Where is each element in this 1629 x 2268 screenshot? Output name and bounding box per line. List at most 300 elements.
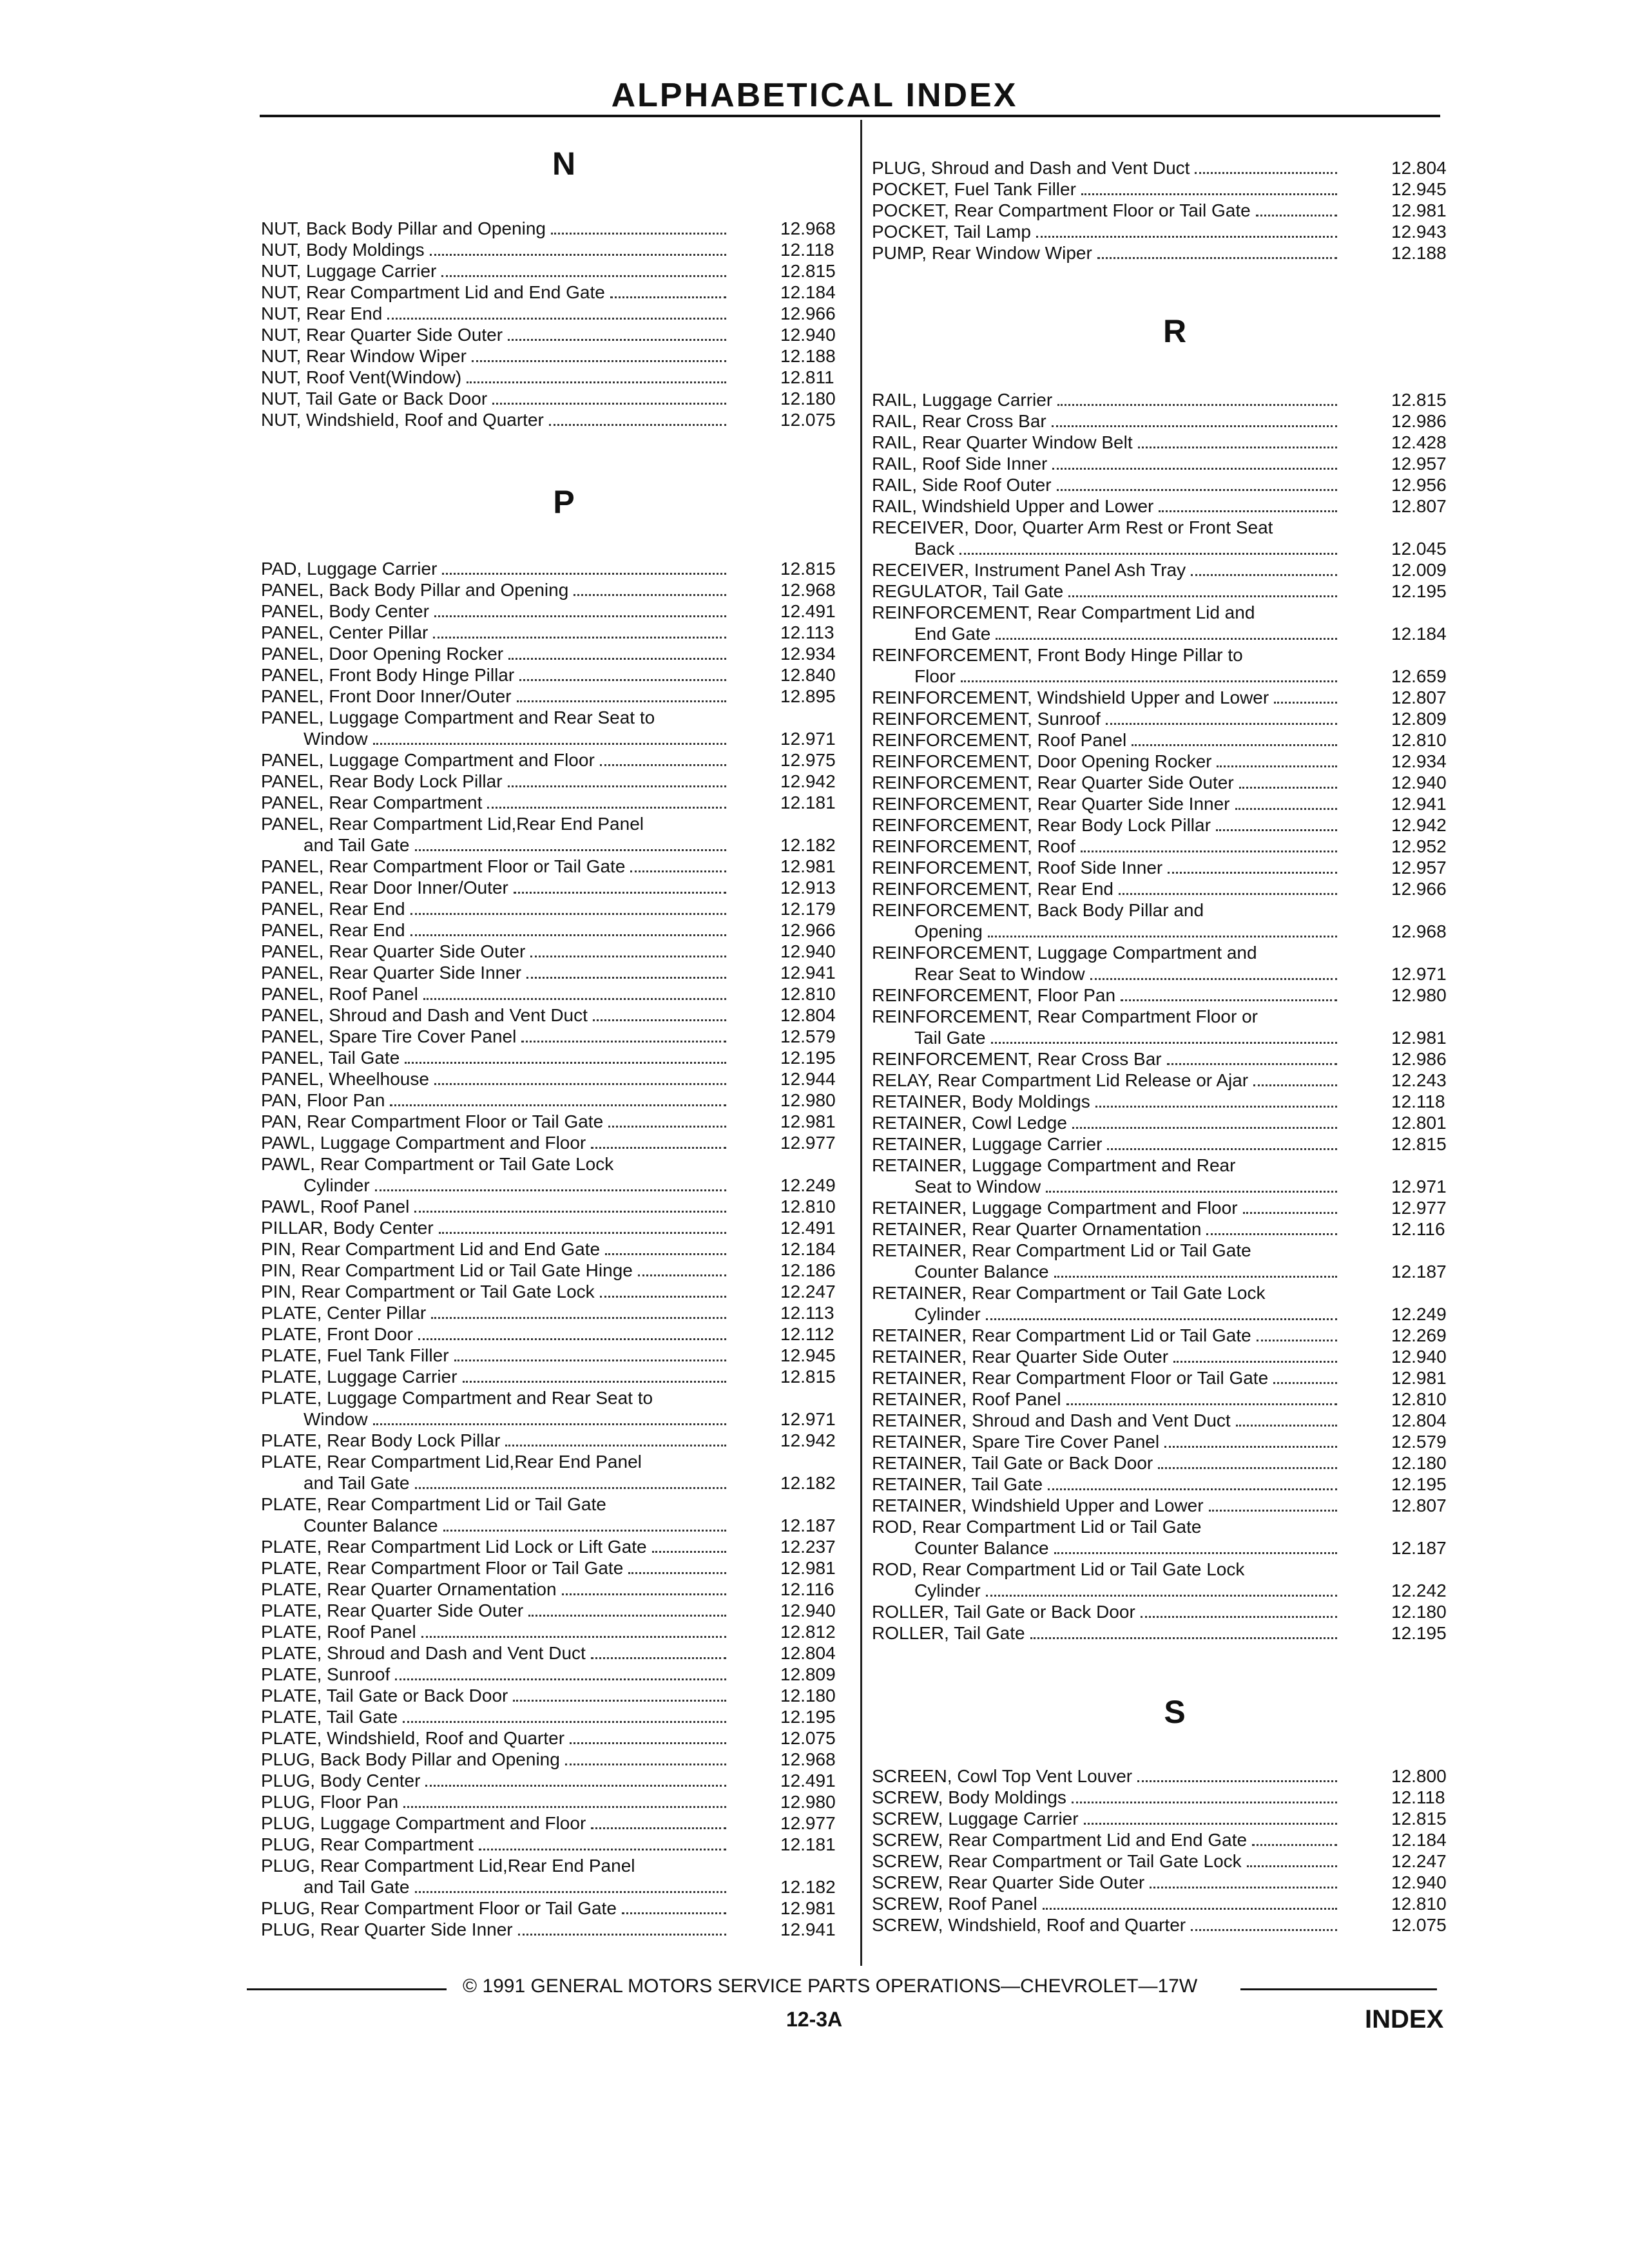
index-entry xyxy=(261,962,838,983)
dot-leader xyxy=(628,1572,726,1574)
entry-term: NUT, Rear Compartment Lid and End Gate xyxy=(261,282,605,302)
dot-leader xyxy=(521,1041,726,1043)
dot-leader xyxy=(562,1593,726,1595)
index-entry xyxy=(261,1749,838,1770)
entry-term: PIN, Rear Compartment Lid or Tail Gate Hinge xyxy=(261,1260,633,1280)
entry-page-number: 12.188 xyxy=(1391,243,1447,263)
entry-term-continued: Cylinder xyxy=(914,1304,981,1324)
entry-page-number: 12.187 xyxy=(1391,1538,1447,1558)
entry-page-number: 12.188 xyxy=(780,346,836,366)
dot-leader xyxy=(1057,489,1337,491)
entry-term: NUT, Rear Quarter Side Outer xyxy=(261,325,503,345)
entry-page-number: 12.116 xyxy=(1391,1219,1445,1239)
entry-page-number: 12.980 xyxy=(1391,985,1447,1005)
entry-term: PANEL, Body Center xyxy=(261,601,429,621)
entry-page-number: 12.940 xyxy=(780,1600,836,1620)
entry-term: RETAINER, Luggage Carrier xyxy=(872,1134,1103,1154)
dot-leader xyxy=(434,615,726,617)
entry-term-continued: and Tail Gate xyxy=(304,1877,410,1897)
index-entry xyxy=(261,771,838,792)
dot-leader xyxy=(433,637,726,639)
entry-term: PILLAR, Body Center xyxy=(261,1218,434,1238)
dot-leader xyxy=(1243,1212,1337,1214)
entry-page-number: 12.811 xyxy=(780,367,834,387)
dot-leader xyxy=(1054,1552,1337,1554)
index-entry xyxy=(872,1155,1449,1197)
index-entry xyxy=(261,813,838,856)
entry-term: RETAINER, Windshield Upper and Lower xyxy=(872,1495,1204,1515)
entry-page-number: 12.957 xyxy=(1391,454,1447,474)
entry-term: REINFORCEMENT, Door Opening Rocker xyxy=(872,751,1212,771)
entry-term: PLATE, Fuel Tank Filler xyxy=(261,1345,449,1365)
index-entry xyxy=(872,242,1449,264)
entry-term: PLUG, Rear Compartment Floor or Tail Gate xyxy=(261,1898,617,1918)
entry-page-number: 12.800 xyxy=(1391,1766,1447,1786)
entry-page-number: 12.986 xyxy=(1391,1049,1447,1069)
dot-leader xyxy=(1121,999,1337,1001)
entry-term-continued: Window xyxy=(304,729,368,749)
dot-leader xyxy=(1216,829,1337,831)
dot-leader xyxy=(1164,1446,1337,1448)
index-entry xyxy=(872,221,1449,242)
entry-term: PIN, Rear Compartment or Tail Gate Lock xyxy=(261,1282,595,1302)
entry-term: PLUG, Shroud and Dash and Vent Duct xyxy=(872,158,1190,178)
dot-leader xyxy=(1054,1276,1337,1278)
dot-leader xyxy=(1072,1127,1337,1129)
index-entry xyxy=(261,919,838,941)
entry-term: PLATE, Rear Quarter Side Outer xyxy=(261,1600,524,1620)
entry-term: RETAINER, Rear Compartment Lid or Tail Gate xyxy=(872,1240,1251,1260)
index-entry xyxy=(872,1282,1449,1325)
dot-leader xyxy=(441,275,726,277)
dot-leader xyxy=(415,1891,726,1893)
index-entry xyxy=(872,1808,1449,1829)
dot-leader xyxy=(622,1912,726,1914)
entry-page-number: 12.981 xyxy=(780,856,836,876)
entry-term: PLATE, Roof Panel xyxy=(261,1622,416,1642)
entry-term: SCREW, Rear Compartment Lid and End Gate xyxy=(872,1830,1248,1850)
entry-term-continued: Seat to Window xyxy=(914,1177,1041,1196)
entry-term: NUT, Back Body Pillar and Opening xyxy=(261,218,546,238)
entry-page-number: 12.195 xyxy=(780,1048,836,1068)
entry-page-number: 12.980 xyxy=(780,1792,836,1812)
dot-leader xyxy=(565,1763,726,1765)
entry-term: REINFORCEMENT, Floor Pan xyxy=(872,985,1116,1005)
dot-leader xyxy=(1046,1191,1337,1193)
entry-page-number: 12.195 xyxy=(1391,581,1447,601)
entry-page-number: 12.809 xyxy=(1391,709,1447,729)
entry-page-number: 12.804 xyxy=(1391,158,1447,178)
index-entry xyxy=(261,1494,838,1536)
index-entry xyxy=(872,878,1449,899)
index-entry xyxy=(872,814,1449,836)
index-entry xyxy=(261,983,838,1004)
index-entry xyxy=(261,664,838,686)
entry-term-continued: Back xyxy=(914,539,955,559)
index-entry xyxy=(872,157,1449,178)
entry-term: PANEL, Rear End xyxy=(261,899,405,919)
index-entry xyxy=(872,1829,1449,1850)
dot-leader xyxy=(387,318,726,320)
entry-term: PANEL, Spare Tire Cover Panel xyxy=(261,1026,517,1046)
dot-leader xyxy=(1235,808,1337,810)
entry-term: PLATE, Sunroof xyxy=(261,1664,390,1684)
index-entry xyxy=(872,899,1449,942)
entry-page-number: 12.944 xyxy=(780,1069,836,1089)
dot-leader xyxy=(479,1849,726,1850)
dot-leader xyxy=(630,870,726,872)
index-entry xyxy=(261,898,838,919)
index-entry xyxy=(261,622,838,643)
entry-page-number: 12.180 xyxy=(780,1686,836,1706)
entry-page-number: 12.807 xyxy=(1391,1495,1447,1515)
page-number: 12-3A xyxy=(786,2008,843,2031)
entry-page-number: 12.968 xyxy=(780,218,836,238)
index-entry xyxy=(872,836,1449,857)
dot-leader xyxy=(508,658,726,660)
dot-leader xyxy=(591,1657,726,1659)
entry-term: POCKET, Fuel Tank Filler xyxy=(872,179,1076,199)
index-entry xyxy=(872,200,1449,221)
dot-leader xyxy=(434,1083,726,1085)
entry-term-continued: Counter Balance xyxy=(914,1262,1049,1282)
entry-term: REINFORCEMENT, Back Body Pillar and xyxy=(872,900,1204,920)
entry-page-number: 12.249 xyxy=(780,1175,836,1195)
entry-page-number: 12.184 xyxy=(780,1239,836,1259)
dot-leader xyxy=(403,1806,726,1808)
index-entry xyxy=(261,303,838,324)
entry-term: PLATE, Rear Body Lock Pillar xyxy=(261,1430,501,1450)
index-entry xyxy=(872,1431,1449,1452)
index-entry xyxy=(261,1536,838,1557)
index-entry xyxy=(261,558,838,579)
index-entry xyxy=(872,687,1449,708)
entry-term: PANEL, Front Door Inner/Outer xyxy=(261,686,512,706)
dot-leader xyxy=(1138,447,1337,448)
entry-term: PANEL, Rear Body Lock Pillar xyxy=(261,771,503,791)
index-entry xyxy=(261,1217,838,1238)
index-entry xyxy=(872,1389,1449,1410)
index-entry xyxy=(872,1006,1449,1048)
entry-term: RETAINER, Tail Gate xyxy=(872,1474,1043,1494)
entry-page-number: 12.968 xyxy=(1391,921,1447,941)
entry-page-number: 12.045 xyxy=(1391,539,1447,559)
entry-page-number: 12.810 xyxy=(780,1196,836,1216)
index-entry xyxy=(872,1474,1449,1495)
index-entry xyxy=(261,1238,838,1260)
entry-term: PANEL, Wheelhouse xyxy=(261,1069,429,1089)
index-entry xyxy=(872,1495,1449,1516)
entry-page-number: 12.940 xyxy=(1391,1347,1447,1367)
index-entry xyxy=(261,1770,838,1791)
dot-leader xyxy=(1257,1340,1337,1341)
index-entry xyxy=(872,772,1449,793)
entry-page-number: 12.971 xyxy=(1391,1177,1447,1196)
index-entry xyxy=(872,517,1449,559)
index-entry xyxy=(872,1112,1449,1133)
dot-leader xyxy=(410,934,726,936)
entry-term: PAD, Luggage Carrier xyxy=(261,559,438,579)
dot-leader xyxy=(1195,172,1337,174)
entry-term: NUT, Tail Gate or Back Door xyxy=(261,389,488,408)
dot-leader xyxy=(1191,574,1337,576)
dot-leader xyxy=(508,339,726,341)
index-entry xyxy=(872,1133,1449,1155)
index-entry xyxy=(261,1026,838,1047)
index-entry xyxy=(261,324,838,345)
entry-page-number: 12.981 xyxy=(780,1111,836,1131)
entry-term: RETAINER, Rear Compartment or Tail Gate Lock xyxy=(872,1283,1266,1303)
entry-term: PANEL, Shroud and Dash and Vent Duct xyxy=(261,1005,588,1025)
dot-leader xyxy=(514,892,726,894)
entry-term-continued: Rear Seat to Window xyxy=(914,964,1085,984)
entry-term: PANEL, Rear Compartment Floor or Tail Gate xyxy=(261,856,626,876)
index-entry xyxy=(261,1430,838,1451)
entry-page-number: 12.815 xyxy=(1391,1809,1447,1829)
entry-page-number: 12.942 xyxy=(780,1430,836,1450)
entry-term: RAIL, Windshield Upper and Lower xyxy=(872,496,1154,516)
index-entry xyxy=(261,1727,838,1749)
entry-page-number: 12.977 xyxy=(1391,1198,1447,1218)
dot-leader xyxy=(1273,1382,1337,1384)
dot-leader xyxy=(610,296,726,298)
entry-term: SCREW, Roof Panel xyxy=(872,1894,1037,1914)
entry-term: REINFORCEMENT, Rear Cross Bar xyxy=(872,1049,1162,1069)
dot-leader xyxy=(410,913,726,915)
entry-page-number: 12.966 xyxy=(780,920,836,940)
entry-term: PLATE, Rear Compartment Floor or Tail Gate xyxy=(261,1558,624,1578)
dot-leader xyxy=(418,1338,726,1340)
entry-term: PLATE, Center Pillar xyxy=(261,1303,427,1323)
index-entry xyxy=(261,643,838,664)
entry-page-number: 12.180 xyxy=(1391,1602,1447,1622)
dot-leader xyxy=(652,1551,726,1553)
index-entry xyxy=(261,1898,838,1919)
entry-page-number: 12.981 xyxy=(1391,1368,1447,1388)
entry-page-number: 12.940 xyxy=(780,325,836,345)
dot-leader xyxy=(442,573,726,575)
entry-page-number: 12.981 xyxy=(1391,1028,1447,1048)
entry-term-continued: Tail Gate xyxy=(914,1028,986,1048)
entry-page-number: 12.249 xyxy=(1391,1304,1447,1324)
dot-leader xyxy=(1167,1063,1337,1065)
index-entry xyxy=(872,729,1449,751)
entry-term: REINFORCEMENT, Front Body Hinge Pillar to xyxy=(872,645,1243,665)
index-entry xyxy=(261,1345,838,1366)
entry-term: POCKET, Rear Compartment Floor or Tail Gate xyxy=(872,200,1251,220)
entry-page-number: 12.952 xyxy=(1391,836,1447,856)
index-entry xyxy=(261,1579,838,1600)
entry-term: PLATE, Tail Gate xyxy=(261,1707,398,1727)
entry-page-number: 12.986 xyxy=(1391,411,1447,431)
dot-leader xyxy=(1072,1802,1337,1803)
dot-leader xyxy=(608,1126,726,1128)
entry-page-number: 12.945 xyxy=(1391,179,1447,199)
entry-term-continued: Cylinder xyxy=(914,1581,981,1600)
entry-page-number: 12.247 xyxy=(1391,1851,1447,1871)
entry-page-number: 12.942 xyxy=(1391,815,1447,835)
entry-term: POCKET, Tail Lamp xyxy=(872,222,1031,242)
index-entry xyxy=(872,1516,1449,1559)
dot-leader xyxy=(454,1360,726,1361)
entry-page-number: 12.116 xyxy=(780,1579,834,1599)
index-entry xyxy=(261,856,838,877)
entry-page-number: 12.804 xyxy=(1391,1410,1447,1430)
entry-term: RAIL, Rear Cross Bar xyxy=(872,411,1046,431)
entry-page-number: 12.968 xyxy=(780,1749,836,1769)
index-entry xyxy=(872,602,1449,644)
entry-page-number: 12.895 xyxy=(780,686,836,706)
index-entry xyxy=(261,1685,838,1706)
entry-page-number: 12.801 xyxy=(1391,1113,1447,1133)
entry-page-number: 12.075 xyxy=(1391,1915,1447,1935)
index-entry xyxy=(872,1325,1449,1346)
entry-page-number: 12.118 xyxy=(780,240,834,260)
dot-leader xyxy=(439,1232,726,1234)
dot-leader xyxy=(1107,1148,1337,1150)
entry-page-number: 12.491 xyxy=(780,1218,836,1238)
entry-page-number: 12.184 xyxy=(1391,1830,1447,1850)
dot-leader xyxy=(487,807,726,809)
entry-term: RECEIVER, Instrument Panel Ash Tray xyxy=(872,560,1186,580)
entry-term: ROLLER, Tail Gate or Back Door xyxy=(872,1602,1135,1622)
index-entry xyxy=(261,1834,838,1855)
index-entry xyxy=(261,1642,838,1664)
index-entry xyxy=(872,1410,1449,1431)
index-entry xyxy=(872,1787,1449,1808)
index-entry xyxy=(872,1197,1449,1218)
entry-page-number: 12.075 xyxy=(780,1728,836,1748)
footer-copyright: © 1991 GENERAL MOTORS SERVICE PARTS OPERATIONS—CHEVROLET—17W xyxy=(463,1975,1198,1997)
dot-leader xyxy=(1168,872,1337,874)
dot-leader xyxy=(1030,1637,1337,1639)
dot-leader xyxy=(415,849,726,851)
index-entry xyxy=(872,1346,1449,1367)
entry-term: SCREW, Luggage Carrier xyxy=(872,1809,1079,1829)
index-entry xyxy=(261,1196,838,1217)
entry-page-number: 12.981 xyxy=(780,1558,836,1578)
entry-term: NUT, Roof Vent(Window) xyxy=(261,367,462,387)
index-entry xyxy=(872,410,1449,432)
entry-page-number: 12.075 xyxy=(780,410,836,430)
entry-term: PLUG, Back Body Pillar and Opening xyxy=(261,1749,560,1769)
entry-term: RETAINER, Rear Compartment Lid or Tail Gate xyxy=(872,1325,1251,1345)
index-entry xyxy=(261,345,838,367)
entry-term: RAIL, Roof Side Inner xyxy=(872,454,1048,474)
dot-leader xyxy=(467,381,726,383)
dot-leader xyxy=(1084,1823,1337,1825)
dot-leader xyxy=(1137,1780,1337,1782)
entry-page-number: 12.810 xyxy=(1391,1389,1447,1409)
index-entry xyxy=(261,686,838,707)
dot-leader xyxy=(414,1211,726,1213)
section-tag: INDEX xyxy=(1365,2005,1444,2033)
entry-page-number: 12.113 xyxy=(780,1303,834,1323)
entry-page-number: 12.181 xyxy=(780,793,836,812)
entry-page-number: 12.941 xyxy=(780,963,836,983)
entry-page-number: 12.195 xyxy=(1391,1474,1447,1494)
dot-leader xyxy=(513,1700,726,1702)
index-entry xyxy=(872,432,1449,453)
column-divider xyxy=(860,120,862,1966)
entry-page-number: 12.945 xyxy=(780,1345,836,1365)
dot-leader xyxy=(1239,787,1337,789)
dot-leader xyxy=(1119,893,1337,895)
dot-leader xyxy=(593,1019,726,1021)
entry-page-number: 12.810 xyxy=(780,984,836,1004)
footer-rule-right xyxy=(1240,1988,1437,1990)
dot-leader xyxy=(1236,1425,1337,1427)
dot-leader xyxy=(375,1189,726,1191)
entry-term: PLUG, Floor Pan xyxy=(261,1792,399,1812)
index-entry xyxy=(261,1366,838,1387)
entry-page-number: 12.009 xyxy=(1391,560,1447,580)
entry-term: REINFORCEMENT, Sunroof xyxy=(872,709,1101,729)
title-rule xyxy=(260,115,1440,117)
entry-page-number: 12.237 xyxy=(780,1537,836,1557)
index-entry xyxy=(872,474,1449,495)
entry-page-number: 12.810 xyxy=(1391,730,1447,750)
index-entry xyxy=(261,1323,838,1345)
entry-term: PAWL, Rear Compartment or Tail Gate Lock xyxy=(261,1154,614,1174)
dot-leader xyxy=(1247,1865,1337,1867)
entry-page-number: 12.491 xyxy=(780,601,836,621)
entry-term: RAIL, Side Roof Outer xyxy=(872,475,1052,495)
dot-leader xyxy=(373,1423,726,1425)
entry-page-number: 12.182 xyxy=(780,1473,836,1493)
index-entry xyxy=(261,1260,838,1281)
entry-page-number: 12.809 xyxy=(780,1664,836,1684)
index-entry xyxy=(261,601,838,622)
index-entry xyxy=(872,1452,1449,1474)
entry-term: NUT, Rear Window Wiper xyxy=(261,346,467,366)
dot-leader xyxy=(986,1595,1337,1597)
dot-leader xyxy=(1274,702,1337,704)
entry-term: REINFORCEMENT, Windshield Upper and Lower xyxy=(872,687,1269,707)
index-entry xyxy=(872,1893,1449,1914)
entry-page-number: 12.804 xyxy=(780,1643,836,1663)
entry-page-number: 12.940 xyxy=(1391,773,1447,793)
entry-page-number: 12.807 xyxy=(1391,496,1447,516)
index-entry xyxy=(261,1664,838,1685)
index-entry xyxy=(872,1850,1449,1872)
dot-leader xyxy=(1141,1616,1337,1618)
entry-term: PAN, Floor Pan xyxy=(261,1090,385,1110)
index-entry xyxy=(261,1153,838,1196)
index-entry xyxy=(261,1855,838,1898)
entry-term-continued: Counter Balance xyxy=(304,1515,438,1535)
index-entry xyxy=(261,579,838,601)
entry-term: ROLLER, Tail Gate xyxy=(872,1623,1025,1643)
entry-term: PANEL, Front Body Hinge Pillar xyxy=(261,665,515,685)
index-entry xyxy=(261,260,838,282)
entry-term: PANEL, Rear Compartment Lid,Rear End Panel xyxy=(261,814,644,834)
dot-leader xyxy=(390,1104,726,1106)
entry-page-number: 12.941 xyxy=(780,1919,836,1939)
entry-term: PLUG, Rear Compartment Lid,Rear End Panel xyxy=(261,1856,635,1876)
entry-term: PAWL, Luggage Compartment and Floor xyxy=(261,1133,586,1153)
entry-term: RAIL, Luggage Carrier xyxy=(872,390,1053,410)
entry-page-number: 12.840 xyxy=(780,665,836,685)
dot-leader xyxy=(492,403,726,405)
entry-term-continued: Window xyxy=(304,1409,368,1429)
entry-page-number: 12.934 xyxy=(780,644,836,664)
entry-page-number: 12.812 xyxy=(780,1622,836,1642)
entry-page-number: 12.113 xyxy=(780,622,834,642)
entry-term: ROD, Rear Compartment Lid or Tail Gate xyxy=(872,1517,1202,1537)
entry-term-continued: Opening xyxy=(914,921,983,941)
entry-term: RECEIVER, Door, Quarter Arm Rest or Front Seat xyxy=(872,517,1273,537)
